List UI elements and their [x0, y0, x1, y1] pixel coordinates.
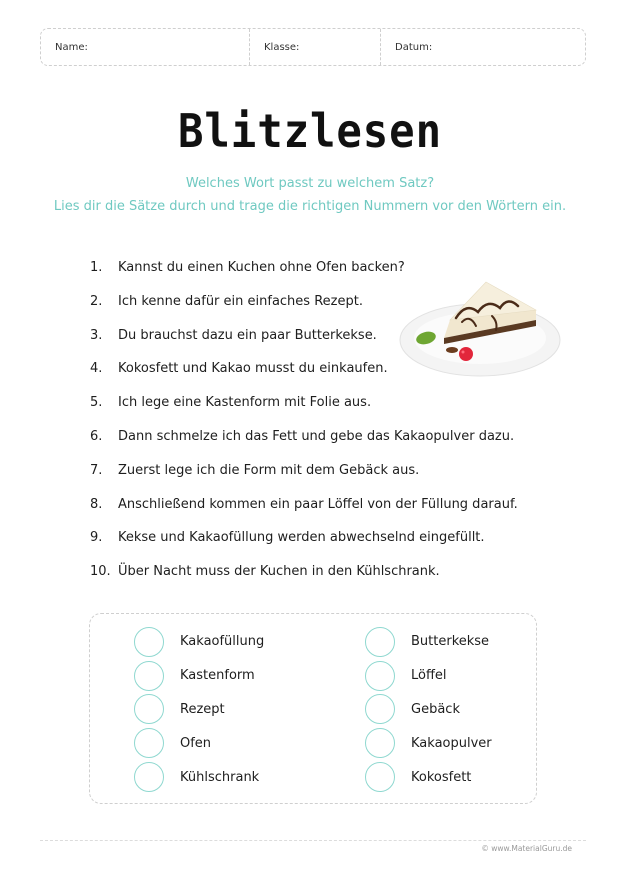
page-title: Blitzlesen [177, 104, 442, 158]
sentence-number: 8. [90, 496, 103, 512]
sentence-text: Anschließend kommen ein paar Löffel von der Füllung darauf. [118, 496, 518, 512]
sentence-text: Zuerst lege ich die Form mit dem Gebäck aus. [118, 462, 420, 478]
answer-row [134, 693, 264, 727]
answer-circle[interactable] [134, 728, 164, 758]
answer-word: Ofen [180, 735, 212, 751]
header-box [40, 28, 586, 66]
cake-slice-icon [396, 276, 562, 386]
answer-word: Kakaopulver [411, 735, 492, 751]
answer-row [365, 693, 492, 727]
sentence-number: 7. [90, 462, 103, 478]
answer-circle[interactable] [365, 661, 395, 691]
date-label: Datum: [395, 41, 433, 53]
answer-circle[interactable] [134, 762, 164, 792]
answer-circle[interactable] [365, 762, 395, 792]
answer-row [134, 760, 264, 794]
answer-row [134, 726, 264, 760]
date-field[interactable] [380, 29, 585, 65]
answer-word: Butterkekse [411, 634, 490, 650]
answer-circle[interactable] [365, 728, 395, 758]
footer-copyright: © www.MaterialGuru.de [481, 844, 572, 853]
instruction-line-2: Lies dir die Sätze durch und trage die richtigen Nummern vor den Wörtern ein. [53, 199, 567, 214]
sentence-text: Kannst du einen Kuchen ohne Ofen backen? [118, 260, 405, 275]
sentence-text: Dann schmelze ich das Fett und gebe das Kakaopulver dazu. [118, 428, 515, 444]
instruction-line-1: Welches Wort passt zu welchem Satz? [185, 176, 435, 191]
answer-word: Gebäck [411, 701, 460, 717]
answer-column-left [134, 625, 264, 794]
sentence-number: 2. [90, 293, 103, 309]
footer-divider [40, 840, 586, 841]
answer-circle[interactable] [134, 661, 164, 691]
name-field[interactable] [41, 29, 249, 65]
sentence-text: Kokosfett und Kakao musst du einkaufen. [118, 361, 388, 377]
answer-circle[interactable] [365, 627, 395, 657]
answer-word: Kühlschrank [180, 769, 260, 785]
name-label: Name: [55, 41, 88, 53]
answer-word: Kakaofüllung [180, 634, 265, 650]
answer-row [365, 659, 492, 693]
sentence-item [90, 427, 530, 461]
answer-word: Kokosfett [411, 769, 472, 785]
answer-row [365, 760, 492, 794]
answer-word: Kastenform [180, 668, 255, 684]
sentence-item [90, 461, 530, 495]
sentence-text: Ich lege eine Kastenform mit Folie aus. [118, 395, 372, 411]
answer-row [134, 659, 264, 693]
answer-row [134, 625, 264, 659]
answer-word: Rezept [180, 701, 225, 717]
sentence-text: Über Nacht muss der Kuchen in den Kühlschrank. [118, 564, 440, 580]
answer-word: Löffel [411, 668, 447, 684]
class-field[interactable] [249, 29, 380, 65]
class-label: Klasse: [264, 41, 300, 53]
sentence-item [90, 562, 530, 596]
answer-circle[interactable] [365, 694, 395, 724]
sentence-number: 9. [90, 530, 103, 546]
sentence-number: 6. [90, 428, 103, 444]
sentence-item [90, 495, 530, 529]
sentence-number: 10. [90, 564, 111, 580]
answer-box [89, 613, 537, 804]
answer-circle[interactable] [134, 627, 164, 657]
answer-row [365, 625, 492, 659]
answer-column-right [365, 625, 492, 794]
sentence-number: 1. [90, 260, 103, 275]
sentence-item [90, 393, 530, 427]
sentence-number: 4. [90, 361, 103, 377]
sentence-text: Kekse und Kakaofüllung werden abwechselnd eingefüllt. [118, 530, 485, 546]
answer-circle[interactable] [134, 694, 164, 724]
sentence-text: Ich kenne dafür ein einfaches Rezept. [118, 293, 363, 309]
answer-row [365, 726, 492, 760]
sentence-item [90, 528, 530, 562]
sentence-text: Du brauchst dazu ein paar Butterkekse. [118, 327, 377, 343]
sentence-number: 5. [90, 395, 103, 411]
sentence-number: 3. [90, 327, 103, 343]
